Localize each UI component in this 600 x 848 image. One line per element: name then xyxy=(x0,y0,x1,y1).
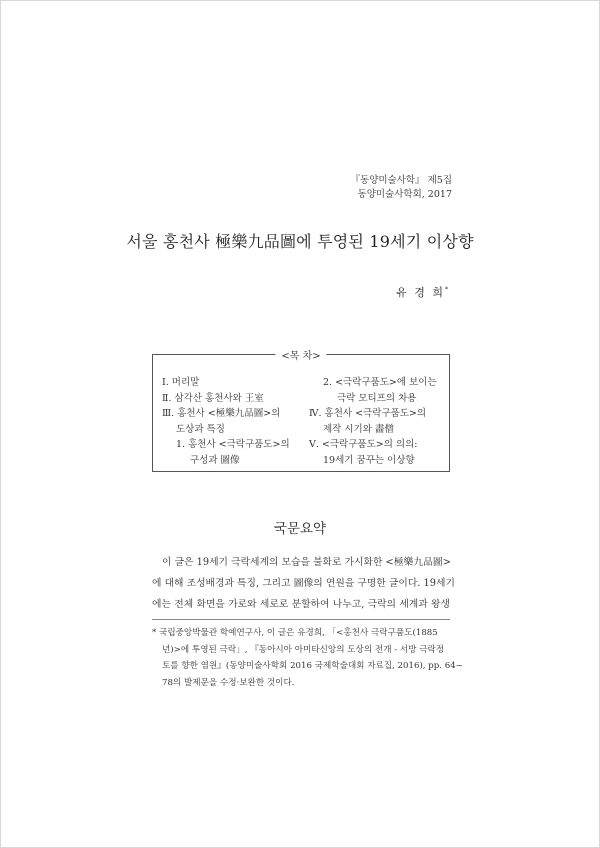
abstract-line: 에 대해 조성배경과 특징, 그리고 圖像의 연원을 구명한 글이다. 19세기 xyxy=(152,578,455,589)
section-heading: 국문요약 xyxy=(273,521,327,537)
toc-item: 도상과 특징 xyxy=(176,423,225,435)
footnote-divider xyxy=(152,619,450,620)
toc-left-column xyxy=(162,375,290,468)
journal-info xyxy=(351,174,452,202)
author-footnote-mark: * xyxy=(445,286,448,294)
toc-item: 2. <극락구품도>에 보이는 xyxy=(323,377,437,388)
footnote-line: 년)>에 투영된 극락」, 『동아시아 아미타신앙의 도상의 전개 - 서방 극락정 xyxy=(162,644,445,655)
toc-heading: <목 차> xyxy=(275,347,326,362)
toc-item: 제작 시기와 畵僧 xyxy=(323,423,394,435)
toc-right-column xyxy=(309,375,437,468)
toc-item: Ⅰ. 머리말 xyxy=(162,377,200,388)
table-of-contents xyxy=(152,351,450,472)
journal-issue: 『동양미술사학』 제5집 xyxy=(350,175,452,186)
abstract-body xyxy=(152,552,455,615)
journal-publisher: 동양미술사학회, 2017 xyxy=(357,189,452,200)
toc-item: 극락 모티프의 차용 xyxy=(337,392,417,404)
toc-item: Ⅴ. <극락구품도>의 의의: xyxy=(309,439,418,450)
toc-item: 19세기 꿈꾸는 이상향 xyxy=(323,454,415,466)
footnote-line: 토를 향한 염원』(동양미술사학회 2016 국제학술대회 자료집, 2016), pp. 64~ xyxy=(162,661,463,671)
toc-item: Ⅲ. 홍천사 <極樂九品圖>의 xyxy=(162,408,281,419)
author xyxy=(396,284,448,300)
footnote xyxy=(152,625,463,691)
toc-item: 구성과 圖像 xyxy=(190,454,240,466)
abstract-line: 이 글은 19세기 극락세계의 모습을 불화로 가시화한 <極樂九品圖> xyxy=(162,557,451,568)
footnote-line: 78의 발제문을 수정·보완한 것이다. xyxy=(162,677,295,688)
toc-item: 1. 홍천사 <극락구품도>의 xyxy=(176,439,290,450)
author-name: 유 경 희 xyxy=(396,286,445,299)
footnote-line: * 국립중앙박물관 학예연구사, 이 글은 유경희, 「<홍천사 극락구품도(1885 xyxy=(152,628,438,638)
paper-title: 서울 홍천사 極樂九品圖에 투영된 19세기 이상향 xyxy=(126,232,474,251)
abstract-line: 에는 전체 화면을 가로와 세로로 분할하여 나누고, 극락의 세계과 왕생 xyxy=(152,599,450,610)
toc-item: Ⅱ. 삼각산 홍천사와 王室 xyxy=(162,392,264,404)
toc-item: Ⅳ. 홍천사 <극락구품도>의 xyxy=(309,408,427,419)
